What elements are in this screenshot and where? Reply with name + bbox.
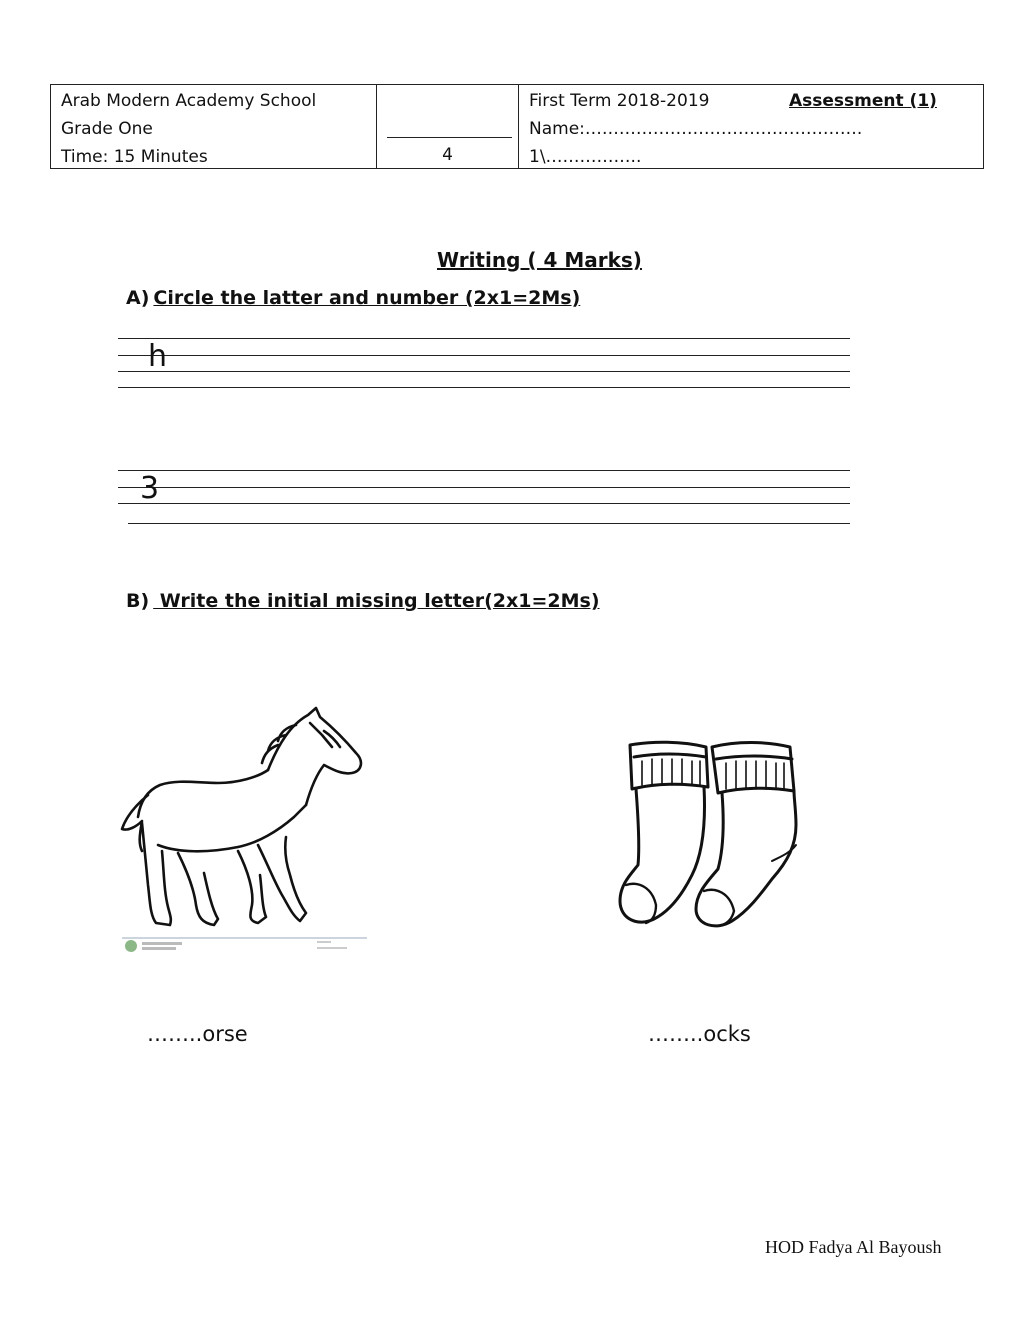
school-info-cell xyxy=(51,85,377,168)
score-line xyxy=(387,137,512,138)
assessment-label: Assessment (1) xyxy=(789,91,937,111)
part-b-heading xyxy=(126,590,600,612)
horse-drawing xyxy=(118,705,368,935)
part-b-title: Write the initial missing letter(2x1=2Ms) xyxy=(153,590,600,612)
number-practice-lines[interactable] xyxy=(118,470,850,526)
score-cell xyxy=(377,85,519,168)
footer-signature: HOD Fadya Al Bayoush xyxy=(765,1237,942,1257)
school-name: Arab Modern Academy School xyxy=(61,91,317,111)
horse-word-prompt[interactable]: ……..orse xyxy=(147,1022,248,1046)
term-label: First Term 2018-2019 xyxy=(529,91,710,111)
stock-watermark xyxy=(122,936,367,954)
practice-number: 3 xyxy=(140,471,160,506)
part-b-label: B) xyxy=(126,590,150,612)
socks-word-prompt[interactable]: ……..ocks xyxy=(648,1022,751,1046)
student-info-cell xyxy=(519,85,983,168)
part-a-title: Circle the latter and number (2x1=2Ms) xyxy=(153,287,581,309)
name-field[interactable]: Name:…………………………………………. xyxy=(529,119,863,139)
socks-drawing xyxy=(612,735,807,935)
letter-practice-lines[interactable] xyxy=(118,338,850,390)
class-field[interactable]: 1\…………….. xyxy=(529,147,642,167)
practice-letter: h xyxy=(148,339,168,374)
grade-label: Grade One xyxy=(61,119,153,139)
section-title: Writing ( 4 Marks) xyxy=(437,248,642,272)
part-a-label: A) xyxy=(126,287,150,309)
header-table xyxy=(50,84,984,169)
total-score: 4 xyxy=(442,145,453,165)
time-label: Time: 15 Minutes xyxy=(61,147,208,167)
part-a-heading xyxy=(126,287,580,309)
